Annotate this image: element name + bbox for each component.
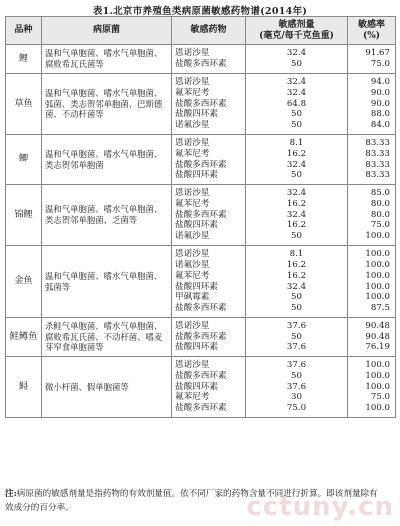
drug-name: 盐酸四环素	[175, 220, 218, 231]
header-dose	[246, 17, 348, 45]
pathogen-cell	[42, 246, 172, 318]
dose-value: 16.2	[286, 148, 307, 159]
dose-value: 8.1	[289, 249, 304, 260]
rate-value: 83.33	[365, 137, 390, 148]
rate-value: 100.0	[365, 381, 390, 392]
pathogen-cell	[42, 135, 172, 185]
rate-value: 90.0	[370, 98, 390, 109]
rate-value: 84.0	[370, 120, 390, 131]
rate-value: 100.0	[365, 292, 390, 303]
pathogen-text: 温和气单胞菌、嗜水气单胞菌、弧菌、类志贺邻单胞菌、巴斯德菌、不动杆菌等	[45, 87, 163, 120]
dose-cell	[246, 246, 348, 318]
rate-cell	[348, 45, 396, 74]
drug-name: 诺氟沙星	[175, 259, 210, 270]
drug-cell	[172, 135, 246, 185]
drug-sensitivity-table	[5, 16, 396, 418]
drug-name: 氟苯尼考	[175, 87, 210, 98]
drug-name: 盐酸多西环素	[175, 59, 227, 69]
rate-value: 100.0	[365, 259, 390, 270]
dose-value: 32.4	[286, 87, 307, 98]
dose-value: 32.4	[286, 188, 307, 198]
pathogen-text: 温和气单胞菌、嗜水气单胞菌、类志贺邻单胞菌	[45, 148, 163, 170]
species-name: 草鱼	[14, 97, 33, 109]
drug-name: 恩诺沙星	[175, 48, 210, 59]
dose-value: 37.6	[286, 320, 307, 331]
pathogen-text: 温和气单胞菌、嗜水气单胞菌、弧菌等	[45, 270, 163, 292]
drug-name: 恩诺沙星	[175, 137, 210, 148]
rate-value: 91.67	[365, 48, 390, 59]
dose-value: 16.2	[286, 220, 307, 231]
header-pathogen: 病原菌	[42, 17, 172, 45]
drug-cell	[172, 357, 246, 418]
dose-value: 32.4	[286, 77, 307, 87]
dose-value: 8.1	[289, 137, 304, 148]
dose-value: 50	[291, 109, 302, 120]
species-name: 鲫	[18, 153, 29, 165]
drug-cell	[172, 185, 246, 246]
rate-value: 100.0	[365, 281, 390, 292]
drug-name: 恩诺沙星	[175, 360, 210, 370]
drug-name: 诺氟沙星	[175, 231, 210, 242]
header-drug: 敏感药物	[172, 17, 246, 45]
dose-value: 16.2	[286, 259, 307, 270]
table-body	[6, 45, 396, 418]
species-cell	[6, 246, 42, 318]
drug-name: 盐酸四环素	[175, 342, 218, 353]
table-row	[6, 74, 396, 135]
drug-name: 盐酸四环素	[175, 109, 218, 120]
species-cell	[6, 74, 42, 135]
pathogen-cell	[42, 185, 172, 246]
pathogen-text: 杀鲑气单胞菌、嗜水气单胞菌、腐败希瓦氏菌、不动杆菌、嗜麦芽窄食单胞菌等	[45, 320, 163, 353]
watermark-logo: cctuny.cn	[246, 492, 394, 522]
species-name: 鲟	[18, 380, 29, 392]
drug-name: 恩诺沙星	[175, 249, 210, 260]
table-row	[6, 185, 396, 246]
dose-value: 50	[291, 331, 302, 342]
dose-value: 16.2	[286, 198, 307, 209]
rate-cell	[348, 318, 396, 357]
dose-value: 32.4	[286, 159, 307, 170]
drug-name: 甲砜霉素	[175, 292, 210, 303]
rate-value: 75.0	[370, 392, 390, 403]
dose-value: 50	[291, 59, 302, 69]
table-row	[6, 135, 396, 185]
rate-value: 76.19	[365, 342, 390, 353]
species-name: 鲤	[18, 52, 29, 64]
drug-name: 盐酸多西环素	[175, 370, 227, 381]
rate-cell	[348, 357, 396, 418]
dose-value: 50	[291, 120, 302, 131]
dose-value: 75.0	[286, 403, 307, 414]
drug-name: 盐酸四环素	[175, 381, 218, 392]
dose-value: 32.4	[286, 281, 307, 292]
rate-value: 80.0	[370, 198, 390, 209]
drug-name: 盐酸多西环素	[175, 331, 227, 342]
drug-name: 盐酸四环素	[175, 281, 218, 292]
header-species: 品种	[6, 17, 42, 45]
footnote-label: 注:	[5, 489, 17, 499]
rate-value: 100.0	[365, 270, 390, 281]
table-row	[6, 45, 396, 74]
pathogen-text: 微小杆菌、假单胞菌等	[45, 381, 129, 392]
rate-value: 100.0	[365, 231, 390, 242]
dose-cell	[246, 135, 348, 185]
rate-value: 90.48	[365, 320, 390, 331]
rate-value: 75.0	[370, 220, 390, 231]
table-title: 表1.北京市养殖鱼类病原菌敏感药物谱(2014年)	[92, 6, 308, 17]
rate-cell	[348, 135, 396, 185]
header-rate-text: 敏感率 (%)	[357, 19, 385, 41]
species-name: 鲑鳟鱼	[9, 330, 38, 342]
dose-value: 30	[291, 392, 302, 403]
drug-name: 氟苯尼考	[175, 270, 210, 281]
drug-name: 盐酸多西环素	[175, 403, 227, 414]
dose-value: 50	[291, 370, 302, 381]
rate-value: 90.48	[365, 331, 390, 342]
pathogen-cell	[42, 45, 172, 74]
dose-value: 37.6	[286, 381, 307, 392]
dose-cell	[246, 185, 348, 246]
dose-value: 37.6	[286, 360, 307, 370]
drug-cell	[172, 318, 246, 357]
pathogen-cell	[42, 74, 172, 135]
rate-value: 75.0	[370, 59, 390, 69]
rate-value: 100.0	[365, 370, 390, 381]
dose-cell	[246, 357, 348, 418]
species-cell	[6, 185, 42, 246]
table-row	[6, 246, 396, 318]
species-cell	[6, 357, 42, 418]
species-name: 金鱼	[14, 275, 33, 287]
dose-value: 50	[291, 170, 302, 181]
drug-cell	[172, 246, 246, 318]
dose-value: 32.4	[286, 48, 307, 59]
rate-cell	[348, 185, 396, 246]
species-name: 锦鲤	[14, 208, 33, 220]
dose-value: 50	[291, 292, 302, 303]
drug-name: 盐酸多西环素	[175, 303, 227, 314]
pathogen-text: 温和气单胞菌、嗜水气单胞菌、腐败希瓦氏菌等	[45, 48, 163, 69]
drug-name: 氟苯尼考	[175, 198, 210, 209]
rate-value: 100.0	[365, 403, 390, 414]
drug-name: 氟苯尼考	[175, 392, 210, 403]
rate-value: 83.33	[365, 170, 390, 181]
footnote-text: 病原菌的敏感剂量是指药物的有效剂量值。依不同厂家的药物含量不同进行折算。即该剂量除有效成分的百分率。	[5, 489, 378, 513]
rate-value: 85.0	[370, 188, 390, 198]
rate-value: 94.0	[370, 77, 390, 87]
drug-name: 恩诺沙星	[175, 188, 210, 198]
header-dose-text: 敏感剂量 (毫克/每千克鱼重)	[259, 19, 334, 41]
header-row	[6, 17, 396, 45]
dose-cell	[246, 318, 348, 357]
rate-value: 83.33	[365, 159, 390, 170]
rate-value: 87.5	[370, 303, 390, 314]
table-row	[6, 357, 396, 418]
rate-value: 83.33	[365, 148, 390, 159]
drug-cell	[172, 45, 246, 74]
pathogen-cell	[42, 318, 172, 357]
rate-value: 100.0	[365, 249, 390, 260]
pathogen-text: 温和气单胞菌、嗜水气单胞菌、类志贺邻单胞菌、乏菌等	[45, 204, 163, 225]
drug-name: 恩诺沙星	[175, 77, 210, 87]
dose-value: 50	[291, 231, 302, 242]
table-row	[6, 318, 396, 357]
rate-cell	[348, 246, 396, 318]
species-cell	[6, 318, 42, 357]
pathogen-cell	[42, 357, 172, 418]
dose-cell	[246, 74, 348, 135]
drug-name: 盐酸多西环素	[175, 209, 227, 220]
dose-value: 32.4	[286, 209, 307, 220]
dose-value: 50	[291, 303, 302, 314]
drug-name: 恩诺沙星	[175, 320, 210, 331]
drug-name: 诺氟沙星	[175, 120, 210, 131]
drug-cell	[172, 74, 246, 135]
drug-name: 氟苯尼考	[175, 148, 210, 159]
rate-value: 88.0	[370, 109, 390, 120]
rate-value: 90.0	[370, 87, 390, 98]
drug-name: 盐酸多西环素	[175, 98, 227, 109]
drug-name: 盐酸四环素	[175, 170, 218, 181]
rate-value: 80.0	[370, 209, 390, 220]
dose-cell	[246, 45, 348, 74]
dose-value: 64.8	[286, 98, 307, 109]
dose-value: 37.6	[286, 342, 307, 353]
species-cell	[6, 45, 42, 74]
dose-value: 16.2	[286, 270, 307, 281]
rate-value: 100.0	[365, 360, 390, 370]
drug-name: 盐酸多西环素	[175, 159, 227, 170]
species-cell	[6, 135, 42, 185]
header-rate	[348, 17, 396, 45]
rate-cell	[348, 74, 396, 135]
